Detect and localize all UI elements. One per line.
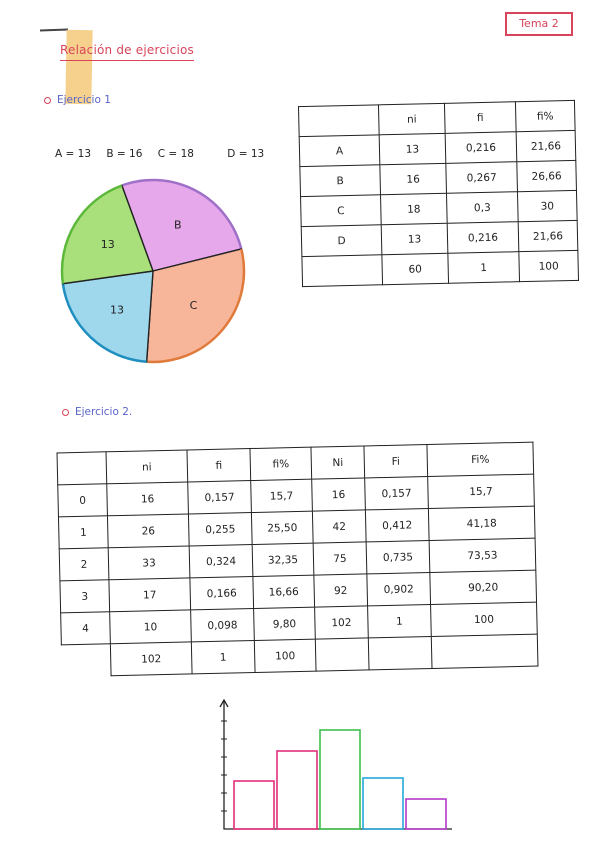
frequency-table-2 — [57, 442, 539, 678]
empty-cell — [368, 636, 432, 669]
topic-badge: Tema 2 — [505, 12, 573, 36]
total-cell: 102 — [110, 642, 192, 676]
histogram-bar — [406, 799, 446, 829]
table-cell: 100 — [519, 250, 579, 281]
total-cell: 100 — [254, 639, 316, 672]
table-cell: A — [299, 135, 380, 167]
table-cell: 0,157 — [188, 481, 252, 514]
table-cell: 33 — [108, 546, 190, 580]
blank-cell — [61, 644, 111, 677]
empty-cell — [431, 634, 538, 668]
total-cell: 1 — [191, 641, 255, 674]
table-cell: 26 — [107, 514, 189, 548]
table-cell: 0,412 — [365, 509, 429, 542]
bullet-icon — [44, 97, 51, 104]
table-cell: 0,735 — [366, 541, 430, 574]
table-cell: 41,18 — [428, 506, 535, 540]
table-cell: 0,255 — [188, 513, 252, 546]
table-cell: 0,216 — [445, 132, 517, 164]
table-cell: 16 — [107, 482, 189, 516]
table-cell: 100 — [431, 602, 538, 636]
exercise1-title: Ejercicio 1 — [57, 94, 111, 106]
table-cell: 1 — [58, 516, 108, 549]
exercise2-heading — [62, 406, 132, 418]
table-cell: 0,324 — [189, 545, 253, 578]
header-cell: fi — [444, 102, 516, 134]
header-cell: Ni — [311, 446, 365, 479]
table-cell: C — [301, 195, 382, 227]
table-cell: 16,66 — [253, 575, 315, 608]
header-cell: fi — [187, 449, 251, 482]
histogram-bar — [320, 730, 360, 829]
table-cell: 32,35 — [252, 543, 314, 576]
table-cell: 0,3 — [446, 192, 518, 224]
table-cell: 0,098 — [191, 609, 255, 642]
table-cell: 0,157 — [365, 477, 429, 510]
count-b: B = 16 — [106, 148, 143, 160]
page-title: Relación de ejercicios — [60, 43, 194, 61]
header-cell: ni — [106, 450, 188, 484]
pie-slice-label: 13 — [100, 237, 115, 251]
pie-slice-label: B — [174, 218, 182, 232]
header-cell: ni — [378, 103, 445, 134]
count-c: C = 18 — [157, 148, 194, 160]
table-row — [302, 250, 579, 286]
exercise1-counts — [55, 148, 276, 160]
table-cell: 102 — [315, 606, 369, 639]
header-cell: Fi — [364, 445, 428, 478]
histogram-bar — [277, 751, 317, 829]
table-cell: 60 — [382, 253, 449, 284]
top-dash — [40, 29, 68, 32]
pie-slice-label: C — [189, 298, 198, 312]
table-cell: 15,7 — [251, 479, 313, 512]
table-cell: 26,66 — [517, 160, 577, 191]
pie-slice — [63, 271, 153, 362]
table-cell: 30 — [517, 190, 577, 221]
table-cell: 73,53 — [429, 538, 536, 572]
table-cell: 0 — [58, 484, 108, 517]
table-cell — [302, 255, 383, 287]
table-cell: 15,7 — [428, 474, 535, 508]
table-cell: D — [301, 225, 382, 257]
table-cell: 42 — [312, 510, 366, 543]
header-cell: Fi% — [427, 442, 534, 476]
frequency-table-1 — [298, 100, 579, 287]
table-cell: 9,80 — [254, 607, 316, 640]
histogram-bar — [234, 781, 274, 829]
table-cell: 0,267 — [446, 162, 518, 194]
header-cell: fi% — [515, 100, 575, 131]
bullet-icon — [62, 409, 69, 416]
header-cell — [298, 105, 379, 137]
table-cell: 21,66 — [518, 220, 578, 251]
table-cell: 16 — [312, 478, 366, 511]
header-cell — [57, 452, 107, 485]
table-cell: 75 — [313, 542, 367, 575]
table-cell: 92 — [314, 574, 368, 607]
header-cell: fi% — [250, 447, 312, 480]
exercise2-title: Ejercicio 2. — [75, 406, 133, 418]
histogram-bar — [363, 778, 403, 829]
pie-slice-label: 13 — [110, 303, 125, 317]
table-cell: 17 — [109, 578, 191, 612]
table-cell: 3 — [60, 580, 110, 613]
table-cell: 1 — [368, 604, 432, 637]
axis-lines — [224, 700, 452, 829]
table-cell: 21,66 — [516, 130, 576, 161]
table-cell: 1 — [448, 252, 520, 284]
table-cell: 25,50 — [251, 511, 313, 544]
table-cell: 13 — [381, 223, 448, 254]
exercise1-heading — [44, 94, 111, 106]
table-cell: 13 — [379, 133, 446, 164]
table-cell: 90,20 — [430, 570, 537, 604]
count-a: A = 13 — [55, 148, 92, 160]
table-cell: 16 — [380, 163, 447, 194]
count-d: D = 13 — [227, 148, 265, 160]
pie-chart — [55, 178, 255, 368]
table-cell: 0,902 — [367, 573, 431, 606]
table-cell: B — [300, 165, 381, 197]
table-cell: 2 — [59, 548, 109, 581]
empty-cell — [315, 638, 369, 671]
histogram-chart — [200, 696, 460, 836]
table-cell: 4 — [61, 612, 111, 645]
table-cell: 10 — [110, 610, 192, 644]
table-cell: 18 — [381, 193, 448, 224]
table-cell: 0,216 — [447, 222, 519, 254]
table-cell: 0,166 — [190, 577, 254, 610]
